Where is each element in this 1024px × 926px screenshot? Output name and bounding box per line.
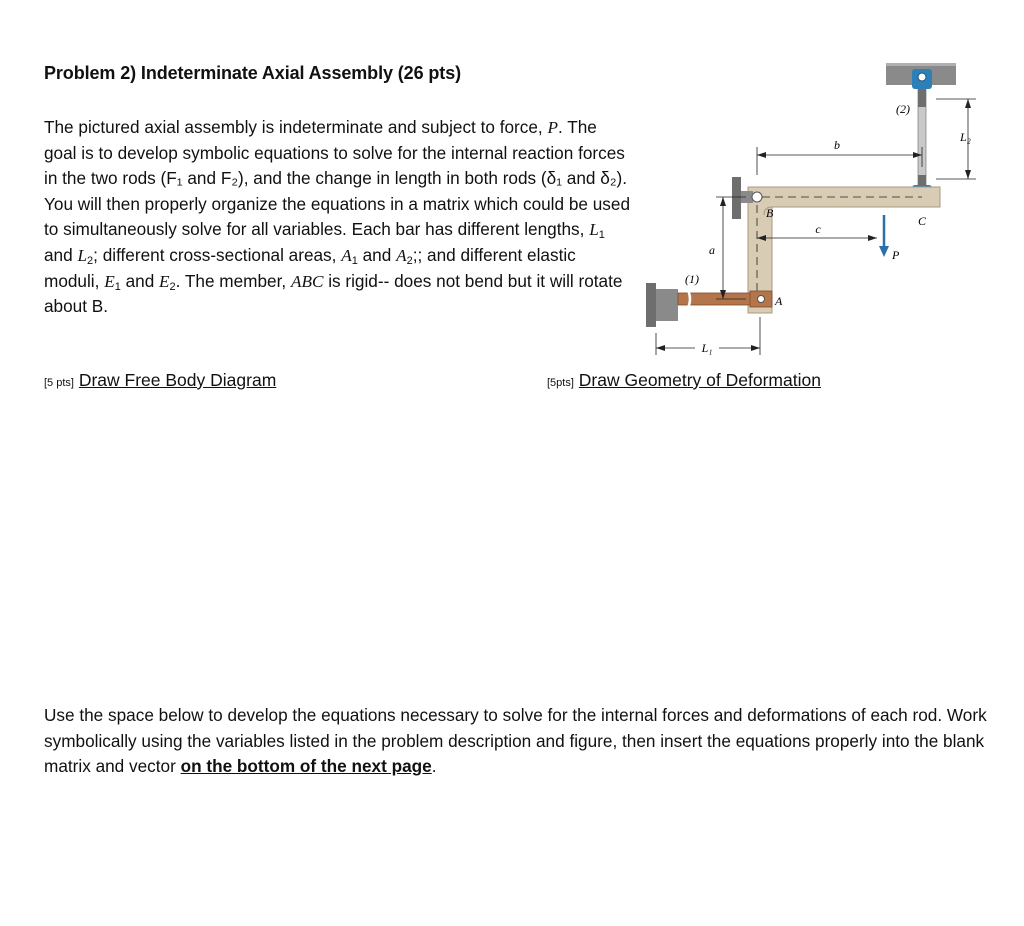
label-L1: L₁ bbox=[701, 341, 713, 355]
problem-description: The pictured axial assembly is indeterminate and subject to force, P. The goal is to develop symbolic equations to solve for the internal reaction forces in the two rods (F₁ and F₂), and the change in length in both rods (δ₁ and δ₂). You will then properly organize the equations in a matrix which could be used to simultaneously solve for all variables. Each bar has different lengths, $L_1$ and $L_2$; different cross-sectional areas, $A_1$ and $A_2$;; and different elastic moduli, $E_1$ and $E_2$. The member, ABC is rigid-- does not bend but it will rotate about B. bbox=[44, 117, 631, 317]
pin-support-B bbox=[732, 177, 741, 219]
label-L2: L₂ bbox=[960, 130, 971, 144]
label-rod1: (1) bbox=[685, 272, 699, 286]
label-C: C bbox=[918, 214, 927, 228]
label-B: B bbox=[766, 206, 774, 220]
fbd-points: [5 pts] bbox=[44, 377, 74, 389]
geo-label: Draw Geometry of Deformation bbox=[578, 370, 821, 390]
label-P: P bbox=[892, 248, 900, 262]
label-b: b bbox=[834, 138, 840, 152]
label-a: a bbox=[709, 243, 715, 257]
problem-title: Problem 2) Indeterminate Axial Assembly (26 pts) bbox=[44, 63, 461, 83]
wall-support-A bbox=[646, 283, 656, 327]
label-rod2: (2) bbox=[896, 102, 910, 116]
fbd-label: Draw Free Body Diagram bbox=[78, 370, 277, 390]
geo-points: [5pts] bbox=[547, 377, 574, 389]
instructions-emphasis: on the bottom of the next page bbox=[180, 756, 432, 777]
task-free-body-diagram bbox=[44, 370, 276, 391]
label-c: c bbox=[815, 222, 821, 236]
task-geometry-of-deformation bbox=[547, 370, 821, 391]
instructions: Use the space below to develop the equations necessary to solve for the internal forces and deformations of each rod. Work symbolically using the variables listed in the problem description and figure, then insert the equations properly into the blank matrix and vector on the bottom of the next page. bbox=[44, 705, 987, 777]
label-A: A bbox=[775, 294, 783, 308]
axial-assembly-figure bbox=[640, 55, 980, 365]
